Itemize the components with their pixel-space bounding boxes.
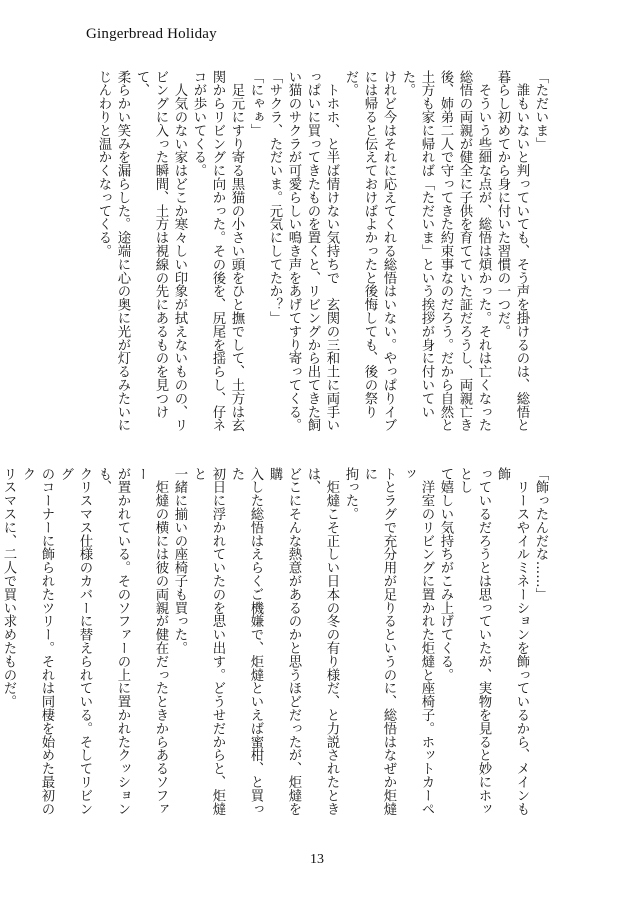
text-line: っぱいに買ってきたものを置くと、リビングから出てきた飼 — [305, 70, 320, 432]
text-line: 後、姉弟二人で守ってきた約束事なのだろう。だから自然と — [438, 70, 453, 432]
text-line: コが歩いてくる。 — [191, 70, 206, 178]
text-line: 暮らし初めてから身に付いた習慣の一つだ。 — [495, 70, 510, 338]
text-line: そういう些細な点が、総悟は煩かった。それは亡くなった — [476, 70, 491, 432]
text-line: 拘った。 — [343, 467, 358, 521]
text-line: 総悟の両親が健全に子供を育てていた証だろうし、両親亡き — [457, 70, 472, 432]
text-line: 柔らかい笑みを漏らした。途端に心の奥に光が灯るみたいに — [115, 70, 130, 432]
text-line: 誰もいないと判っていても、そう声を掛けるのは、総悟と — [514, 70, 529, 432]
text-line: 足元にすり寄る黒猫の小さい頭をひと撫でして、土方は玄 — [229, 70, 244, 432]
text-line: 洋室のリビングに置かれた炬燵と座椅子。ホットカーペッ — [400, 467, 434, 816]
text-line: 入した総悟はえらくご機嫌で、炬燵といえば蜜柑、と買った — [229, 467, 263, 816]
text-line: い猫のサクラが可愛らしい鳴き声をあげてすり寄ってくる。 — [286, 70, 301, 432]
text-line: クリスマス仕様のカバーに替えられている。そしてリビング — [58, 467, 92, 816]
text-line: っているだろうとは思っていたが、実物を見ると妙にホッとし — [457, 467, 491, 816]
text-line: けれど今はそれに応えてくれる総悟はいない。やっぱりイブ — [381, 70, 396, 432]
text-line: リスマスに、二人で買い求めたものだ。 — [1, 467, 16, 709]
text-line: じんわりと温かくなってくる。 — [96, 70, 111, 258]
text-line: トホホ、と半ば情けない気持ちで 玄関の三和土に両手い — [324, 70, 339, 432]
text-line: が置かれている。そのソファーの上に置かれたクッションも、 — [96, 467, 130, 816]
text-line: 炬燵こそ正しい日本の冬の有り様だ、と力説されたときは、 — [305, 467, 339, 816]
text-line: ビングに入った瞬間、土方は視線の先にあるものを見つけて、 — [134, 70, 168, 419]
text-line: どこにそんな熱意があるのかと思うほどだったが、炬燵を購 — [267, 467, 301, 816]
text-line: 土方も家に帰れば「ただいま」という挨拶が身に付いていた。 — [400, 70, 434, 419]
text-line: 「サクラ、ただいま。元気にしてたか？」 — [267, 70, 282, 325]
text-line: 「ただいま」 — [533, 70, 548, 151]
text-block-upper — [70, 70, 550, 440]
text-line: 初日に浮かれていたのを思い出す。どうせだからと、炬燵と — [191, 467, 225, 816]
text-line: のコーナーに飾られたツリー。それは同棲を始めた最初のク — [20, 467, 54, 816]
running-title: Gingerbread Holiday — [86, 26, 217, 42]
text-line: 人気のない家はどこか寒々しい印象が拭えないものの、リ — [172, 70, 187, 432]
page-number: 13 — [310, 852, 324, 867]
text-block-lower — [1, 467, 550, 827]
text-line: 関からリビングに向かった。その後を、尻尾を揺らし、仔ネ — [210, 70, 225, 432]
text-line: 「にゃぁ」 — [248, 70, 263, 137]
text-line: リースやイルミネーションを飾っているから、メインも飾 — [495, 467, 529, 816]
text-line: 「飾ったんだな……」 — [533, 467, 548, 601]
text-line: トとラグで充分用が足りるというのに、総悟はなぜか炬燵に — [362, 467, 396, 816]
text-line: て嬉しい気持ちがこみ上げてくる。 — [438, 467, 453, 682]
text-line: 一緒に揃いの座椅子も買った。 — [172, 467, 187, 655]
text-line: には帰ると伝えておけばよかったと後悔しても、後の祭りだ。 — [343, 70, 377, 419]
text-line: 炬燵の横には彼の両親が健在だったときからあるソファー — [134, 467, 168, 816]
